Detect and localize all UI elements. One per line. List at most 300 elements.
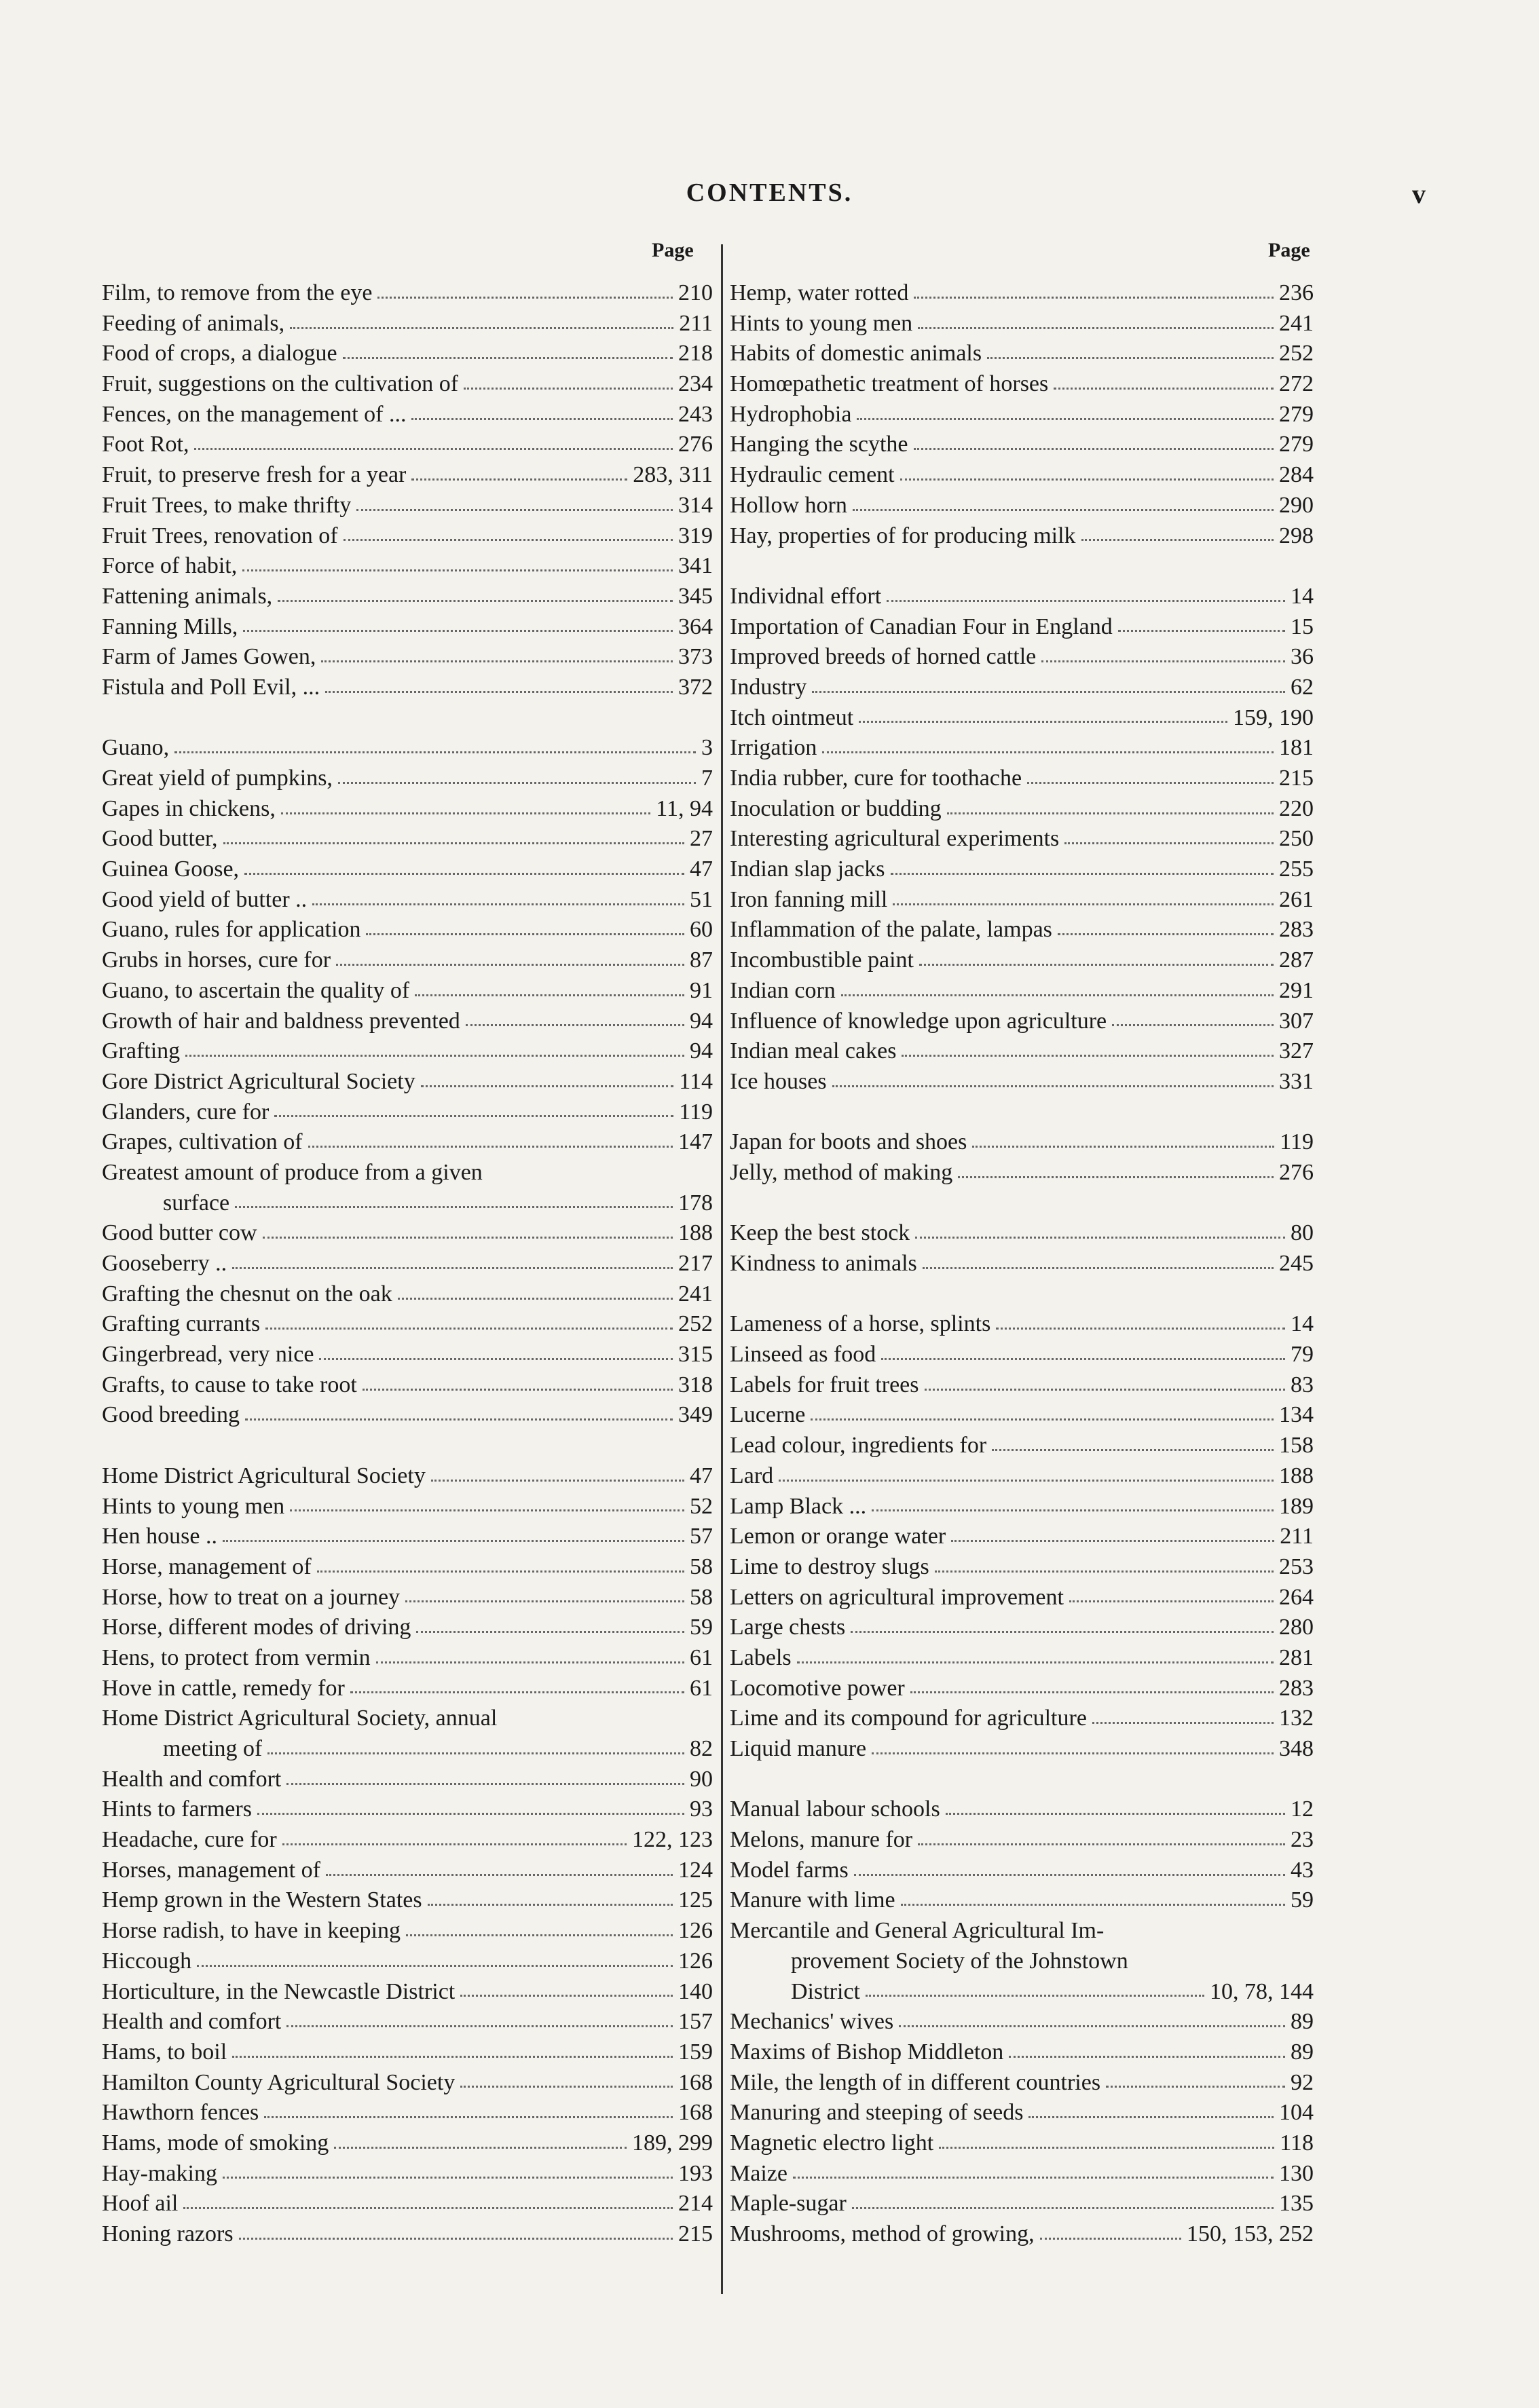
index-entry — [730, 2098, 1314, 2128]
dot-leader — [822, 751, 1274, 753]
entry-page-number: 168 — [678, 2100, 713, 2126]
index-entry — [730, 915, 1314, 945]
entry-page-number: 119 — [1280, 1129, 1314, 1155]
entry-text: Gore District Agricultural Society — [102, 1068, 415, 1094]
entry-text: Great yield of pumpkins, — [102, 766, 333, 791]
entry-text: India rubber, cure for toothache — [730, 766, 1022, 791]
index-entry — [102, 2128, 713, 2159]
entry-page-number: 15 — [1291, 614, 1314, 639]
entry-page-number: 58 — [690, 1584, 713, 1610]
entry-text: Fruit, suggestions on the cultivation of — [102, 371, 459, 397]
entry-text: Hawthorn fences — [102, 2100, 259, 2126]
dot-leader — [919, 964, 1274, 966]
entry-text: Hydrophobia — [730, 401, 852, 427]
dot-leader — [286, 2025, 673, 2027]
dot-leader — [1058, 933, 1274, 935]
index-entry — [730, 764, 1314, 794]
entry-text: Hay, properties of for producing milk — [730, 523, 1076, 548]
dot-leader — [918, 1843, 1285, 1845]
entry-text: Growth of hair and baldness prevented — [102, 1008, 460, 1034]
dot-leader — [245, 1418, 673, 1421]
entry-text: Good butter, — [102, 826, 218, 852]
index-entry — [102, 582, 713, 612]
entry-text: Grafting the chesnut on the oak — [102, 1281, 392, 1306]
entry-text: Hams, mode of smoking — [102, 2130, 329, 2156]
right-index-column — [730, 278, 1314, 2250]
entry-page-number: 124 — [678, 1857, 713, 1883]
entry-page-number: 60 — [690, 917, 713, 943]
entry-text: Indian meal cakes — [730, 1038, 897, 1064]
index-entry — [730, 2037, 1314, 2068]
dot-leader — [987, 357, 1274, 359]
left-page-column-label: Page — [652, 239, 694, 261]
index-entry — [102, 1825, 713, 1856]
entry-page-number: 82 — [690, 1736, 713, 1761]
entry-text: Glanders, cure for — [102, 1099, 270, 1125]
entry-page-number: 89 — [1291, 2039, 1314, 2065]
dot-leader — [891, 873, 1274, 875]
dot-leader — [267, 1752, 684, 1754]
entry-text: Good breeding — [102, 1402, 240, 1428]
index-entry — [730, 582, 1314, 612]
dot-leader — [935, 1570, 1274, 1573]
entry-text: Indian corn — [730, 977, 836, 1003]
dot-leader — [866, 1995, 1204, 1997]
index-entry — [730, 1583, 1314, 1613]
entry-page-number: 373 — [678, 644, 713, 670]
entry-page-number: 83 — [1291, 1372, 1314, 1397]
entry-text: Kindness to animals — [730, 1251, 917, 1276]
index-entry — [730, 885, 1314, 916]
entry-page-number: 51 — [690, 886, 713, 912]
index-entry — [102, 1067, 713, 1097]
dot-leader — [852, 2207, 1274, 2209]
entry-text: Lamp Black ... — [730, 1493, 867, 1519]
entry-page-number: 253 — [1279, 1554, 1314, 1579]
entry-page-number: 14 — [1291, 1311, 1314, 1337]
entry-page-number: 372 — [678, 674, 713, 700]
entry-page-number: 157 — [678, 2009, 713, 2035]
index-entry — [102, 400, 713, 430]
index-entry — [102, 2159, 713, 2189]
right-page-column-label: Page — [1268, 239, 1310, 261]
index-entry — [102, 1856, 713, 1886]
dot-leader — [278, 600, 673, 602]
index-entry — [730, 2128, 1314, 2159]
index-entry — [102, 2007, 713, 2037]
entry-text: Hen house .. — [102, 1524, 217, 1549]
entry-page-number: 7 — [701, 766, 713, 791]
dot-leader — [344, 539, 673, 541]
dot-leader — [350, 1691, 684, 1693]
entry-page-number: 327 — [1279, 1038, 1314, 1064]
dot-leader — [910, 1691, 1274, 1693]
entry-text: Japan for boots and shoes — [730, 1129, 967, 1155]
entry-text: Maize — [730, 2160, 787, 2186]
index-entry — [102, 2219, 713, 2250]
index-entry — [102, 1583, 713, 1613]
dot-leader — [290, 1509, 684, 1511]
dot-leader — [811, 1418, 1274, 1421]
dot-leader — [915, 1237, 1285, 1239]
index-entry — [730, 1522, 1314, 1552]
entry-page-number: 58 — [690, 1554, 713, 1579]
dot-leader — [431, 1480, 684, 1482]
page-title: CONTENTS. — [686, 178, 853, 207]
entry-text: Maple-sugar — [730, 2191, 847, 2217]
entry-text: surface — [163, 1190, 230, 1216]
index-entry — [730, 309, 1314, 339]
entry-text: Magnetic electro light — [730, 2130, 934, 2156]
entry-text: Fruit Trees, to make thrifty — [102, 492, 352, 518]
index-entry — [102, 1977, 713, 2008]
dot-leader — [992, 1449, 1274, 1451]
dot-leader — [857, 418, 1274, 420]
dot-leader — [377, 297, 673, 299]
dot-leader — [264, 2116, 673, 2118]
entry-page-number: 125 — [678, 1887, 713, 1913]
entry-page-number: 214 — [678, 2191, 713, 2217]
entry-text: Horse radish, to have in keeping — [102, 1918, 401, 1944]
dot-leader — [925, 1389, 1286, 1391]
entry-text: Health and comfort — [102, 1766, 282, 1792]
entry-text: Industry — [730, 674, 807, 700]
entry-page-number: 14 — [1291, 583, 1314, 609]
entry-page-number: 284 — [1279, 462, 1314, 488]
entry-text: Habits of domestic animals — [730, 341, 982, 366]
index-entry — [102, 612, 713, 643]
entry-text: Gapes in chickens, — [102, 795, 276, 821]
entry-page-number: 331 — [1279, 1068, 1314, 1094]
entry-text: Grafting currants — [102, 1311, 261, 1337]
entry-page-number: 211 — [679, 310, 713, 336]
entry-page-number: 11, 94 — [656, 795, 713, 821]
index-entry — [102, 885, 713, 916]
entry-text: Hints to farmers — [102, 1796, 252, 1822]
index-entry — [102, 1885, 713, 1916]
entry-text: Hoof ail — [102, 2191, 179, 2217]
index-entry — [730, 1461, 1314, 1492]
entry-text: Guano, to ascertain the quality of — [102, 977, 410, 1003]
entry-text: Hints to young men — [730, 310, 913, 336]
index-entry — [730, 1370, 1314, 1401]
index-entry — [730, 733, 1314, 764]
entry-page-number: 159 — [678, 2039, 713, 2065]
entry-text: Fattening animals, — [102, 583, 273, 609]
dot-leader — [325, 691, 673, 693]
dot-leader — [363, 1389, 673, 1391]
entry-text: Improved breeds of horned cattle — [730, 644, 1037, 670]
entry-page-number: 291 — [1279, 977, 1314, 1003]
dot-leader — [416, 1631, 684, 1633]
entry-text: Gingerbread, very nice — [102, 1342, 314, 1368]
dot-leader — [265, 1328, 673, 1330]
dot-leader — [939, 2147, 1274, 2149]
entry-text: Indian slap jacks — [730, 857, 885, 882]
dot-leader — [918, 327, 1274, 329]
dot-leader — [872, 1509, 1274, 1511]
dot-leader — [174, 751, 696, 753]
index-entry — [102, 1552, 713, 1583]
index-entry — [102, 1522, 713, 1552]
index-entry — [102, 1007, 713, 1037]
entry-text: Lemon or orange water — [730, 1524, 946, 1549]
entry-page-number: 59 — [1291, 1887, 1314, 1913]
index-entry — [102, 794, 713, 825]
entry-page-number: 61 — [690, 1644, 713, 1670]
entry-text: Greatest amount of produce from a given — [102, 1159, 483, 1185]
index-entry — [730, 824, 1314, 854]
entry-page-number: 281 — [1279, 1644, 1314, 1670]
entry-page-number: 130 — [1279, 2160, 1314, 2186]
entry-page-number: 159, 190 — [1233, 704, 1314, 730]
entry-page-number: 36 — [1291, 644, 1314, 670]
dot-leader — [958, 1176, 1274, 1178]
entry-text: Honing razors — [102, 2221, 234, 2246]
index-entry — [730, 1856, 1314, 1886]
dot-leader — [914, 448, 1274, 450]
index-entry — [730, 1007, 1314, 1037]
entry-text: Fruit Trees, renovation of — [102, 523, 338, 548]
index-entry — [102, 1613, 713, 1643]
dot-leader — [881, 1358, 1285, 1360]
index-entry — [102, 2098, 713, 2128]
entry-page-number: 348 — [1279, 1736, 1314, 1761]
dot-leader — [1040, 2238, 1181, 2240]
index-entry — [730, 2219, 1314, 2250]
dot-leader — [257, 1813, 684, 1815]
index-entry — [730, 1400, 1314, 1431]
entry-text: Liquid manure — [730, 1736, 867, 1761]
index-entry — [102, 460, 713, 491]
dot-leader — [797, 1661, 1274, 1663]
entry-text: Feeding of animals, — [102, 310, 285, 336]
index-entry — [102, 915, 713, 945]
entry-page-number: 181 — [1279, 735, 1314, 761]
entry-page-number: 193 — [678, 2160, 713, 2186]
index-entry — [730, 794, 1314, 825]
entry-text: Incombustible paint — [730, 947, 914, 973]
entry-page-number: 94 — [690, 1038, 713, 1064]
dot-leader — [405, 1600, 684, 1602]
entry-text: Mechanics' wives — [730, 2009, 894, 2035]
index-entry — [102, 764, 713, 794]
entry-text: Horse, different modes of driving — [102, 1615, 411, 1640]
entry-text: Inflammation of the palate, lampas — [730, 917, 1052, 943]
dot-leader — [428, 1904, 673, 1906]
entry-page-number: 272 — [1279, 371, 1314, 397]
entry-page-number: 243 — [678, 401, 713, 427]
entry-text: Home District Agricultural Society, annual — [102, 1706, 498, 1731]
entry-text: provement Society of the Johnstown — [791, 1948, 1128, 1974]
entry-text: Linseed as food — [730, 1342, 876, 1368]
entry-page-number: 290 — [1279, 492, 1314, 518]
entry-page-number: 168 — [678, 2069, 713, 2095]
entry-text: Farm of James Gowen, — [102, 644, 316, 670]
index-entry — [730, 1431, 1314, 1461]
entry-text: Manuring and steeping of seeds — [730, 2100, 1024, 2126]
entry-text: Lucerne — [730, 1402, 806, 1428]
index-entry — [730, 369, 1314, 400]
entry-page-number: 188 — [1279, 1463, 1314, 1488]
entry-page-number: 276 — [678, 432, 713, 457]
entry-text: Inoculation or budding — [730, 795, 942, 821]
dot-leader — [893, 903, 1274, 905]
index-entry — [102, 278, 713, 309]
entry-text: Large chests — [730, 1615, 846, 1640]
entry-page-number: 119 — [679, 1099, 713, 1125]
index-entry — [730, 642, 1314, 673]
dot-leader — [1041, 660, 1285, 662]
index-entry — [730, 1309, 1314, 1340]
entry-text: Hove in cattle, remedy for — [102, 1675, 345, 1701]
dot-leader — [274, 1115, 673, 1117]
index-entry — [102, 1400, 713, 1431]
index-entry — [730, 1036, 1314, 1067]
entry-page-number: 47 — [690, 1463, 713, 1488]
entry-text: Lime to destroy slugs — [730, 1554, 929, 1579]
entry-page-number: 122, 123 — [632, 1827, 713, 1853]
index-entry — [730, 2007, 1314, 2037]
entry-page-number: 189 — [1279, 1493, 1314, 1519]
index-entry — [730, 1885, 1314, 1916]
dot-leader — [947, 812, 1274, 814]
entry-page-number: 241 — [678, 1281, 713, 1306]
entry-text: Hydraulic cement — [730, 462, 895, 488]
dot-leader — [356, 509, 673, 511]
dot-leader — [326, 1874, 673, 1876]
entry-page-number: 364 — [678, 614, 713, 639]
index-entry — [102, 1794, 713, 1825]
dot-leader — [900, 478, 1274, 481]
entry-text: Hiccough — [102, 1948, 192, 1974]
entry-text: Mile, the length of in different countries — [730, 2069, 1101, 2095]
dot-leader — [406, 1934, 673, 1936]
entry-text: Mushrooms, method of growing, — [730, 2221, 1035, 2246]
entry-text: Health and comfort — [102, 2009, 282, 2035]
index-entry — [102, 339, 713, 369]
entry-page-number: 236 — [1279, 280, 1314, 305]
entry-page-number: 104 — [1279, 2100, 1314, 2126]
entry-page-number: 314 — [678, 492, 713, 518]
index-spacer — [102, 703, 713, 734]
entry-page-number: 217 — [678, 1251, 713, 1276]
entry-page-number: 79 — [1291, 1342, 1314, 1368]
index-entry — [730, 491, 1314, 521]
entry-page-number: 307 — [1279, 1008, 1314, 1034]
index-entry — [102, 309, 713, 339]
entry-text: Fistula and Poll Evil, ... — [102, 674, 320, 700]
dot-leader — [853, 509, 1274, 511]
entry-page-number: 57 — [690, 1524, 713, 1549]
dot-leader — [887, 600, 1285, 602]
index-entry — [102, 642, 713, 673]
dot-leader — [421, 1085, 674, 1087]
entry-page-number: 94 — [690, 1008, 713, 1034]
entry-page-number: 27 — [690, 826, 713, 852]
entry-page-number: 59 — [690, 1615, 713, 1640]
entry-text: Jelly, method of making — [730, 1159, 953, 1185]
dot-leader — [343, 357, 673, 359]
index-entry — [730, 976, 1314, 1007]
entry-page-number: 12 — [1291, 1796, 1314, 1822]
entry-page-number: 234 — [678, 371, 713, 397]
dot-leader — [460, 2086, 673, 2088]
entry-text: Hanging the scythe — [730, 432, 908, 457]
entry-text: Locomotive power — [730, 1675, 905, 1701]
index-entry — [102, 369, 713, 400]
dot-leader — [923, 1267, 1274, 1269]
dot-leader — [411, 418, 673, 420]
entry-page-number: 215 — [1279, 766, 1314, 791]
column-divider — [721, 244, 723, 2294]
entry-page-number: 341 — [678, 553, 713, 579]
entry-text: Interesting agricultural experiments — [730, 826, 1060, 852]
index-spacer — [730, 551, 1314, 582]
entry-text: Lameness of a horse, splints — [730, 1311, 991, 1337]
entry-page-number: 279 — [1279, 432, 1314, 457]
index-entry — [102, 673, 713, 703]
entry-page-number: 220 — [1279, 795, 1314, 821]
entry-text: Guinea Goose, — [102, 857, 240, 882]
dot-leader — [223, 1540, 684, 1542]
entry-page-number: 349 — [678, 1402, 713, 1428]
entry-page-number: 318 — [678, 1372, 713, 1397]
dot-leader — [321, 660, 673, 662]
entry-text: Homœpathetic treatment of horses — [730, 371, 1049, 397]
index-entry — [730, 1794, 1314, 1825]
dot-leader — [460, 1995, 673, 1997]
index-spacer — [730, 1188, 1314, 1219]
index-entry — [730, 2189, 1314, 2219]
dot-leader — [282, 1843, 627, 1845]
index-entry — [102, 854, 713, 885]
entry-page-number: 287 — [1279, 947, 1314, 973]
dot-leader — [232, 1267, 673, 1269]
index-entry — [102, 1674, 713, 1704]
index-entry — [102, 1249, 713, 1279]
dot-leader — [263, 1237, 673, 1239]
entry-page-number: 188 — [678, 1220, 713, 1246]
entry-text: Horse, management of — [102, 1554, 312, 1579]
entry-page-number: 252 — [678, 1311, 713, 1337]
entry-text: Ice houses — [730, 1068, 827, 1094]
entry-text: Foot Rot, — [102, 432, 189, 457]
entry-page-number: 158 — [1279, 1433, 1314, 1459]
entry-page-number: 91 — [690, 977, 713, 1003]
dot-leader — [832, 1085, 1274, 1087]
entry-text: Hemp grown in the Western States — [102, 1887, 422, 1913]
index-entry — [730, 1704, 1314, 1734]
entry-text: Hens, to protect from vermin — [102, 1644, 371, 1670]
dot-leader — [334, 2147, 627, 2149]
index-entry — [730, 521, 1314, 552]
index-entry — [730, 1825, 1314, 1856]
entry-text: Grubs in horses, cure for — [102, 947, 331, 973]
dot-leader — [1118, 630, 1285, 632]
index-entry — [730, 2068, 1314, 2099]
entry-text: Manual labour schools — [730, 1796, 940, 1822]
index-entry — [730, 673, 1314, 703]
entry-page-number: 261 — [1279, 886, 1314, 912]
index-entry — [102, 2037, 713, 2068]
index-entry — [102, 1492, 713, 1522]
entry-page-number: 283 — [1279, 1675, 1314, 1701]
index-entry — [730, 1674, 1314, 1704]
entry-page-number: 135 — [1279, 2191, 1314, 2217]
entry-text: Model farms — [730, 1857, 849, 1883]
index-entry — [102, 1158, 713, 1188]
